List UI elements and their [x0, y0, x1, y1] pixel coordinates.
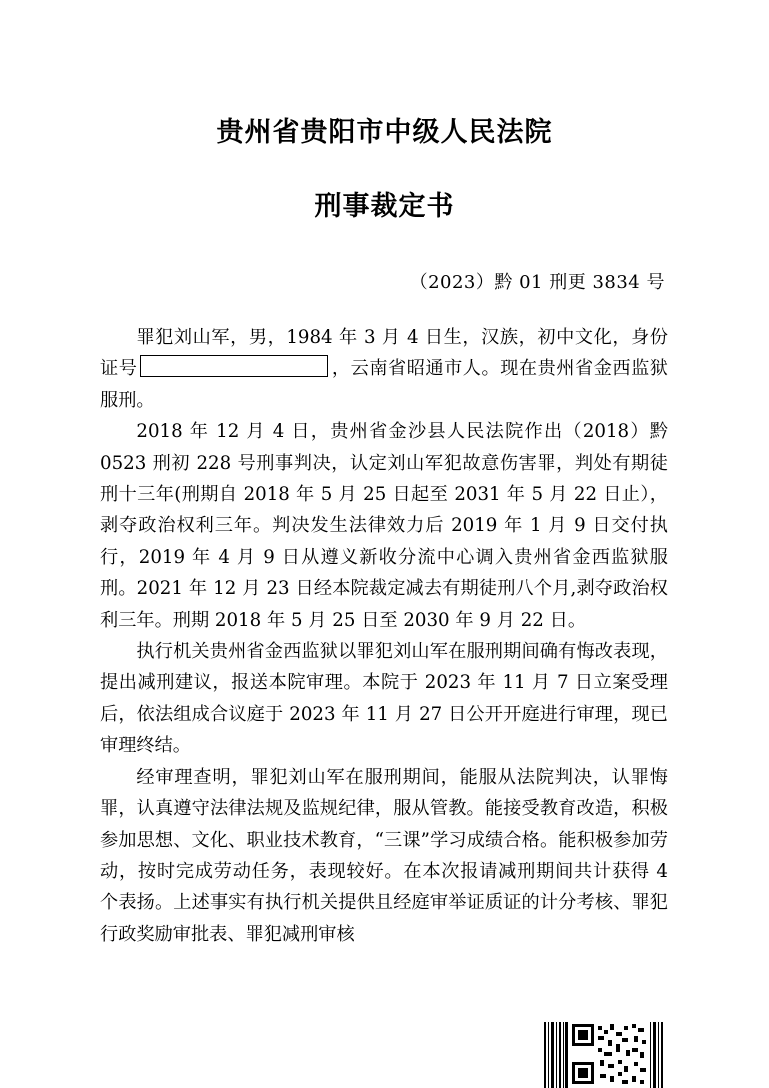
court-name: 贵州省贵阳市中级人民法院	[216, 117, 553, 148]
defendant-origin-text: ，云南省昭通市人。现在贵州省金西监狱服刑。	[100, 358, 668, 411]
case-number: （2023）黔 01 刑更 3834 号	[409, 272, 665, 293]
paragraph-original-judgment: 2018 年 12 月 4 日，贵州省金沙县人民法院作出（2018）黔 0523 刑初 228 号刑事判决，认定刘山军犯故意伤害罪，判处有期徒刑十三年(刑期自 2018 年 5 月 25 日起至 2031 年 5 月 22 日止），剥夺政治权利三年。判决发生法律效力后 2019 年 1 月 9 日交付执行，2019 年 4 月 9 日从遵义新收分流中心调入贵州省金西监狱服刑。2021 年 12 月 23 日经本院裁定减去有期徒刑八个月,剥夺政治权利三年。刑期 2018 年 5 月 25 日至 2030 年 9 月 22 日。	[100, 421, 668, 631]
paragraph-defendant-info	[100, 322, 668, 416]
paragraph-findings: 经审理查明，罪犯刘山军在服刑期间，能服从法院判决，认罪悔罪，认真遵守法律法规及监规纪律，服从管教。能接受教育改造，积极参加思想、文化、职业技术教育，“三课”学习成绩合格。能积极参加劳动，按时完成劳动任务，表现较好。在本次报请减刑期间共计获得 4 个表扬。上述事实有执行机关提供且经庭审举证质证的计分考核、罪犯行政奖励审批表、罪犯减刑审核	[100, 766, 668, 945]
qr-code-icon	[542, 1022, 666, 1088]
document-body	[100, 322, 668, 950]
document-title: 刑事裁定书	[314, 191, 455, 222]
defendant-info-text: 罪犯刘山军，男，1984 年 3 月 4 日生，汉族，初中文化，身份证号	[100, 327, 668, 380]
redacted-id-box	[140, 355, 328, 377]
paragraph-commutation-proposal: 执行机关贵州省金西监狱以罪犯刘山军在服刑期间确有悔改表现，提出减刑建议，报送本院审理。本院于 2023 年 11 月 7 日立案受理后，依法组成合议庭于 2023 年 11 月 27 日公开开庭进行审理，现已审理终结。	[100, 641, 668, 757]
